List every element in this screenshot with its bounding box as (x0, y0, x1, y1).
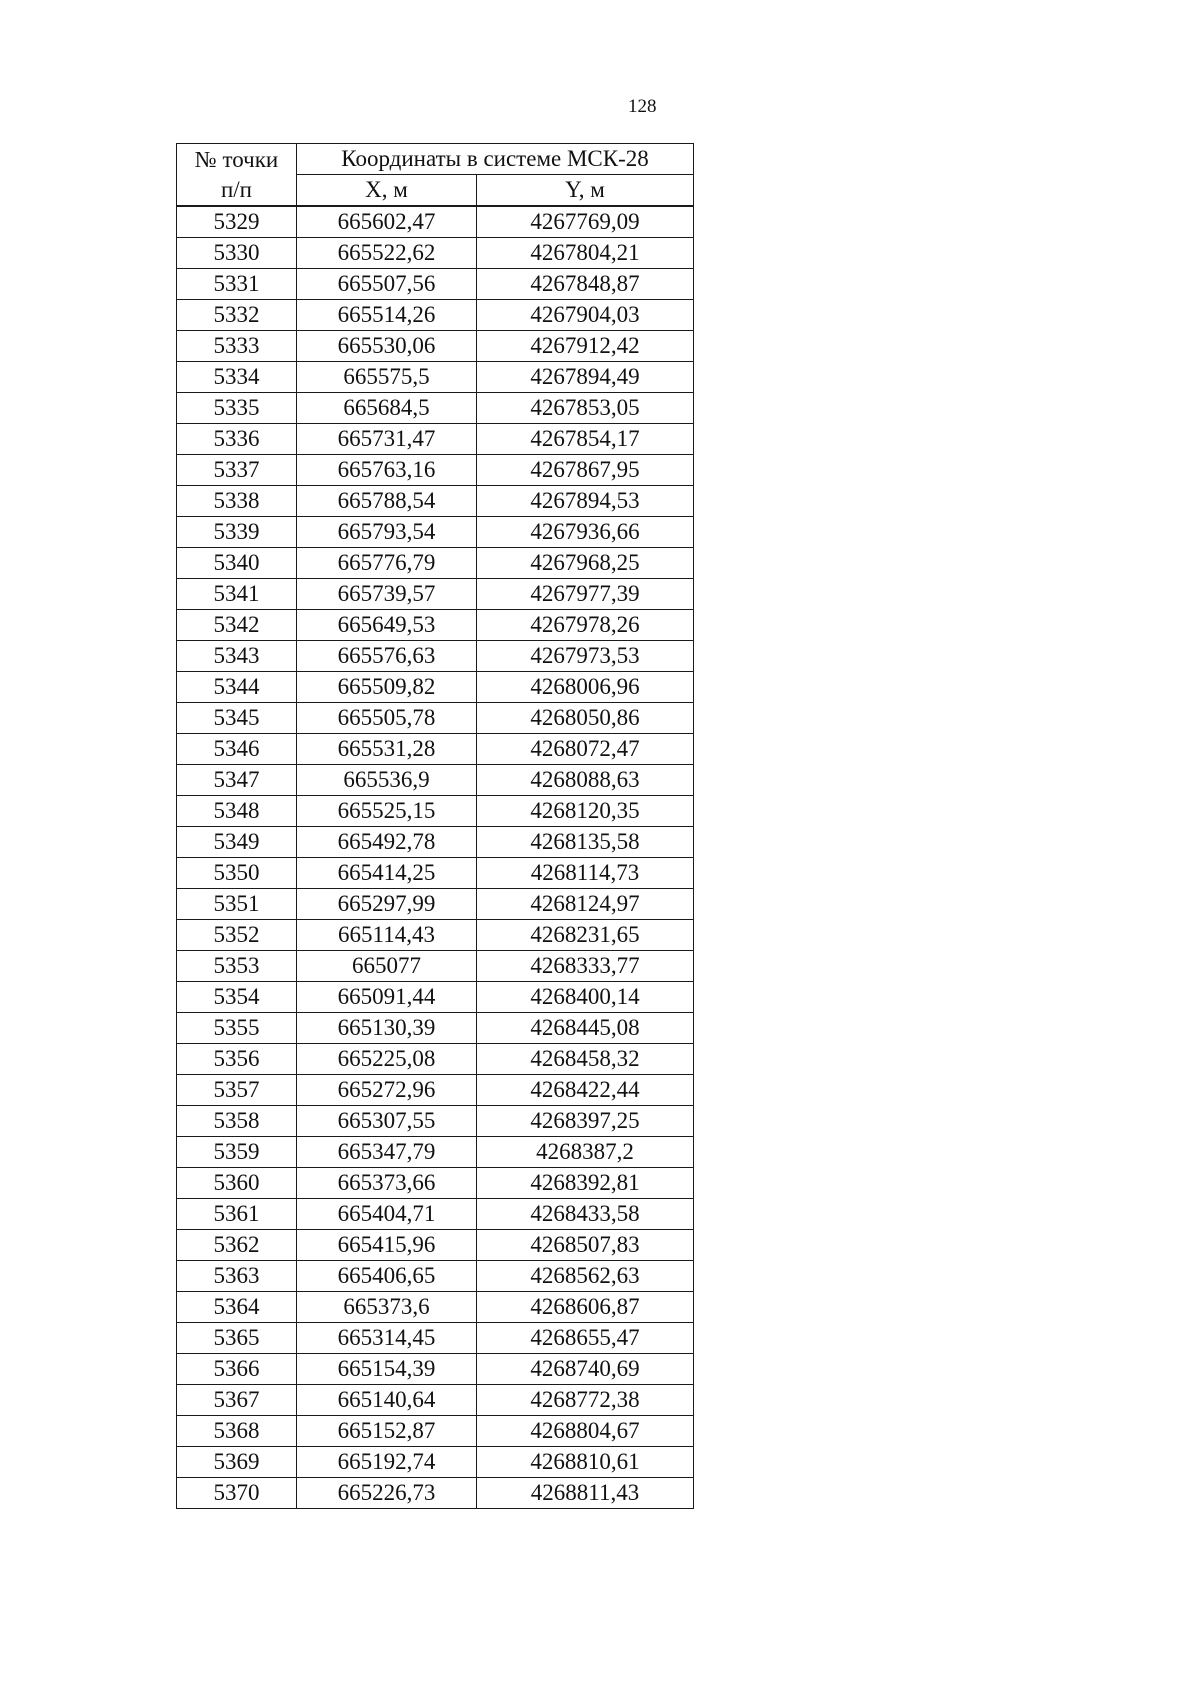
x-coordinate-cell: 665576,63 (297, 641, 477, 672)
y-coordinate-cell: 4268333,77 (477, 951, 694, 982)
x-coordinate-cell: 665793,54 (297, 517, 477, 548)
x-coordinate-cell: 665404,71 (297, 1199, 477, 1230)
y-coordinate-cell: 4268811,43 (477, 1478, 694, 1509)
point-number-cell: 5350 (177, 858, 297, 889)
x-coordinate-cell: 665415,96 (297, 1230, 477, 1261)
y-coordinate-cell: 4267977,39 (477, 579, 694, 610)
x-coordinate-cell: 665152,87 (297, 1416, 477, 1447)
x-coordinate-cell: 665373,66 (297, 1168, 477, 1199)
x-coordinate-cell: 665602,47 (297, 206, 477, 238)
table-row (177, 1385, 694, 1416)
table-row (177, 424, 694, 455)
y-coordinate-cell: 4267853,05 (477, 393, 694, 424)
table-row (177, 1075, 694, 1106)
y-coordinate-cell: 4268006,96 (477, 672, 694, 703)
table-row (177, 269, 694, 300)
point-number-header (177, 144, 297, 207)
point-number-cell: 5365 (177, 1323, 297, 1354)
point-number-cell: 5330 (177, 238, 297, 269)
point-number-cell: 5355 (177, 1013, 297, 1044)
y-coordinate-cell: 4267804,21 (477, 238, 694, 269)
table-row (177, 827, 694, 858)
y-coordinate-cell: 4268433,58 (477, 1199, 694, 1230)
y-coordinate-cell: 4268606,87 (477, 1292, 694, 1323)
x-coordinate-cell: 665226,73 (297, 1478, 477, 1509)
point-number-cell: 5348 (177, 796, 297, 827)
point-number-cell: 5353 (177, 951, 297, 982)
x-coordinate-cell: 665307,55 (297, 1106, 477, 1137)
point-number-cell: 5332 (177, 300, 297, 331)
point-number-cell: 5337 (177, 455, 297, 486)
y-coordinate-cell: 4268392,81 (477, 1168, 694, 1199)
point-number-cell: 5362 (177, 1230, 297, 1261)
point-number-cell: 5341 (177, 579, 297, 610)
table-row (177, 517, 694, 548)
table-row (177, 920, 694, 951)
table-row (177, 1199, 694, 1230)
point-number-cell: 5367 (177, 1385, 297, 1416)
table-row (177, 579, 694, 610)
point-number-cell: 5342 (177, 610, 297, 641)
x-coordinate-cell: 665414,25 (297, 858, 477, 889)
point-number-cell: 5359 (177, 1137, 297, 1168)
coordinates-table (176, 143, 694, 1509)
point-number-cell: 5364 (177, 1292, 297, 1323)
y-coordinate-cell: 4268772,38 (477, 1385, 694, 1416)
point-number-cell: 5347 (177, 765, 297, 796)
point-number-cell: 5363 (177, 1261, 297, 1292)
table-row (177, 951, 694, 982)
y-coordinate-cell: 4267848,87 (477, 269, 694, 300)
table-row (177, 982, 694, 1013)
y-coordinate-cell: 4268387,2 (477, 1137, 694, 1168)
point-number-cell: 5366 (177, 1354, 297, 1385)
table-row (177, 300, 694, 331)
x-coordinate-cell: 665531,28 (297, 734, 477, 765)
y-coordinate-cell: 4268804,67 (477, 1416, 694, 1447)
y-header: Y, м (477, 175, 694, 207)
table-row (177, 1354, 694, 1385)
point-number-header-line1: № точки (194, 146, 279, 172)
table-row (177, 362, 694, 393)
x-header: X, м (297, 175, 477, 207)
x-coordinate-cell: 665154,39 (297, 1354, 477, 1385)
point-number-cell: 5331 (177, 269, 297, 300)
table-row (177, 672, 694, 703)
x-coordinate-cell: 665525,15 (297, 796, 477, 827)
y-coordinate-cell: 4267894,53 (477, 486, 694, 517)
y-coordinate-cell: 4268507,83 (477, 1230, 694, 1261)
x-coordinate-cell: 665114,43 (297, 920, 477, 951)
table-row (177, 889, 694, 920)
point-number-cell: 5356 (177, 1044, 297, 1075)
x-coordinate-cell: 665684,5 (297, 393, 477, 424)
y-coordinate-cell: 4267769,09 (477, 206, 694, 238)
y-coordinate-cell: 4268120,35 (477, 796, 694, 827)
y-coordinate-cell: 4267867,95 (477, 455, 694, 486)
y-coordinate-cell: 4268458,32 (477, 1044, 694, 1075)
x-coordinate-cell: 665406,65 (297, 1261, 477, 1292)
table-row (177, 548, 694, 579)
point-number-cell: 5334 (177, 362, 297, 393)
x-coordinate-cell: 665192,74 (297, 1447, 477, 1478)
y-coordinate-cell: 4268231,65 (477, 920, 694, 951)
point-number-cell: 5354 (177, 982, 297, 1013)
coordinates-header: Координаты в системе МСК-28 (297, 144, 694, 175)
table-row (177, 1230, 694, 1261)
y-coordinate-cell: 4267854,17 (477, 424, 694, 455)
y-coordinate-cell: 4268088,63 (477, 765, 694, 796)
point-number-cell: 5361 (177, 1199, 297, 1230)
point-number-cell: 5370 (177, 1478, 297, 1509)
point-number-cell: 5346 (177, 734, 297, 765)
table-row (177, 734, 694, 765)
point-number-cell: 5340 (177, 548, 297, 579)
y-coordinate-cell: 4268422,44 (477, 1075, 694, 1106)
y-coordinate-cell: 4268445,08 (477, 1013, 694, 1044)
y-coordinate-cell: 4268050,86 (477, 703, 694, 734)
table-row (177, 1013, 694, 1044)
x-coordinate-cell: 665130,39 (297, 1013, 477, 1044)
point-number-cell: 5358 (177, 1106, 297, 1137)
table-row (177, 1478, 694, 1509)
y-coordinate-cell: 4268562,63 (477, 1261, 694, 1292)
table-row (177, 455, 694, 486)
x-coordinate-cell: 665731,47 (297, 424, 477, 455)
y-coordinate-cell: 4268114,73 (477, 858, 694, 889)
table-row (177, 206, 694, 238)
table-row (177, 238, 694, 269)
x-coordinate-cell: 665347,79 (297, 1137, 477, 1168)
point-number-cell: 5351 (177, 889, 297, 920)
table-row (177, 486, 694, 517)
table-row (177, 1261, 694, 1292)
y-coordinate-cell: 4268655,47 (477, 1323, 694, 1354)
table-row (177, 1044, 694, 1075)
table-row (177, 858, 694, 889)
point-number-cell: 5369 (177, 1447, 297, 1478)
y-coordinate-cell: 4267978,26 (477, 610, 694, 641)
y-coordinate-cell: 4268740,69 (477, 1354, 694, 1385)
x-coordinate-cell: 665507,56 (297, 269, 477, 300)
table-row (177, 1168, 694, 1199)
y-coordinate-cell: 4268810,61 (477, 1447, 694, 1478)
y-coordinate-cell: 4268124,97 (477, 889, 694, 920)
table-row (177, 796, 694, 827)
x-coordinate-cell: 665373,6 (297, 1292, 477, 1323)
table-row (177, 393, 694, 424)
table-row (177, 703, 694, 734)
x-coordinate-cell: 665140,64 (297, 1385, 477, 1416)
table-row (177, 1106, 694, 1137)
point-number-cell: 5352 (177, 920, 297, 951)
point-number-cell: 5357 (177, 1075, 297, 1106)
x-coordinate-cell: 665509,82 (297, 672, 477, 703)
y-coordinate-cell: 4267904,03 (477, 300, 694, 331)
point-number-cell: 5339 (177, 517, 297, 548)
point-number-cell: 5338 (177, 486, 297, 517)
point-number-cell: 5368 (177, 1416, 297, 1447)
y-coordinate-cell: 4267968,25 (477, 548, 694, 579)
table-row (177, 1416, 694, 1447)
x-coordinate-cell: 665788,54 (297, 486, 477, 517)
table-row (177, 641, 694, 672)
x-coordinate-cell: 665530,06 (297, 331, 477, 362)
point-number-cell: 5333 (177, 331, 297, 362)
point-number-cell: 5343 (177, 641, 297, 672)
x-coordinate-cell: 665739,57 (297, 579, 477, 610)
y-coordinate-cell: 4267894,49 (477, 362, 694, 393)
x-coordinate-cell: 665763,16 (297, 455, 477, 486)
x-coordinate-cell: 665314,45 (297, 1323, 477, 1354)
y-coordinate-cell: 4267912,42 (477, 331, 694, 362)
x-coordinate-cell: 665536,9 (297, 765, 477, 796)
point-number-cell: 5349 (177, 827, 297, 858)
point-number-cell: 5329 (177, 206, 297, 238)
point-number-cell: 5336 (177, 424, 297, 455)
table-row (177, 1447, 694, 1478)
point-number-cell: 5360 (177, 1168, 297, 1199)
y-coordinate-cell: 4268400,14 (477, 982, 694, 1013)
table-row (177, 610, 694, 641)
x-coordinate-cell: 665649,53 (297, 610, 477, 641)
point-number-cell: 5335 (177, 393, 297, 424)
table-row (177, 765, 694, 796)
table-row (177, 1292, 694, 1323)
y-coordinate-cell: 4267973,53 (477, 641, 694, 672)
point-number-cell: 5344 (177, 672, 297, 703)
x-coordinate-cell: 665522,62 (297, 238, 477, 269)
x-coordinate-cell: 665505,78 (297, 703, 477, 734)
table-row (177, 331, 694, 362)
x-coordinate-cell: 665575,5 (297, 362, 477, 393)
x-coordinate-cell: 665514,26 (297, 300, 477, 331)
x-coordinate-cell: 665091,44 (297, 982, 477, 1013)
x-coordinate-cell: 665077 (297, 951, 477, 982)
x-coordinate-cell: 665776,79 (297, 548, 477, 579)
x-coordinate-cell: 665492,78 (297, 827, 477, 858)
x-coordinate-cell: 665225,08 (297, 1044, 477, 1075)
point-number-header-line2: п/п (220, 176, 252, 202)
x-coordinate-cell: 665272,96 (297, 1075, 477, 1106)
y-coordinate-cell: 4268397,25 (477, 1106, 694, 1137)
y-coordinate-cell: 4267936,66 (477, 517, 694, 548)
point-number-cell: 5345 (177, 703, 297, 734)
table-row (177, 1323, 694, 1354)
page-number: 128 (628, 96, 657, 117)
x-coordinate-cell: 665297,99 (297, 889, 477, 920)
y-coordinate-cell: 4268072,47 (477, 734, 694, 765)
y-coordinate-cell: 4268135,58 (477, 827, 694, 858)
table-row (177, 1137, 694, 1168)
table-body (177, 206, 694, 1509)
